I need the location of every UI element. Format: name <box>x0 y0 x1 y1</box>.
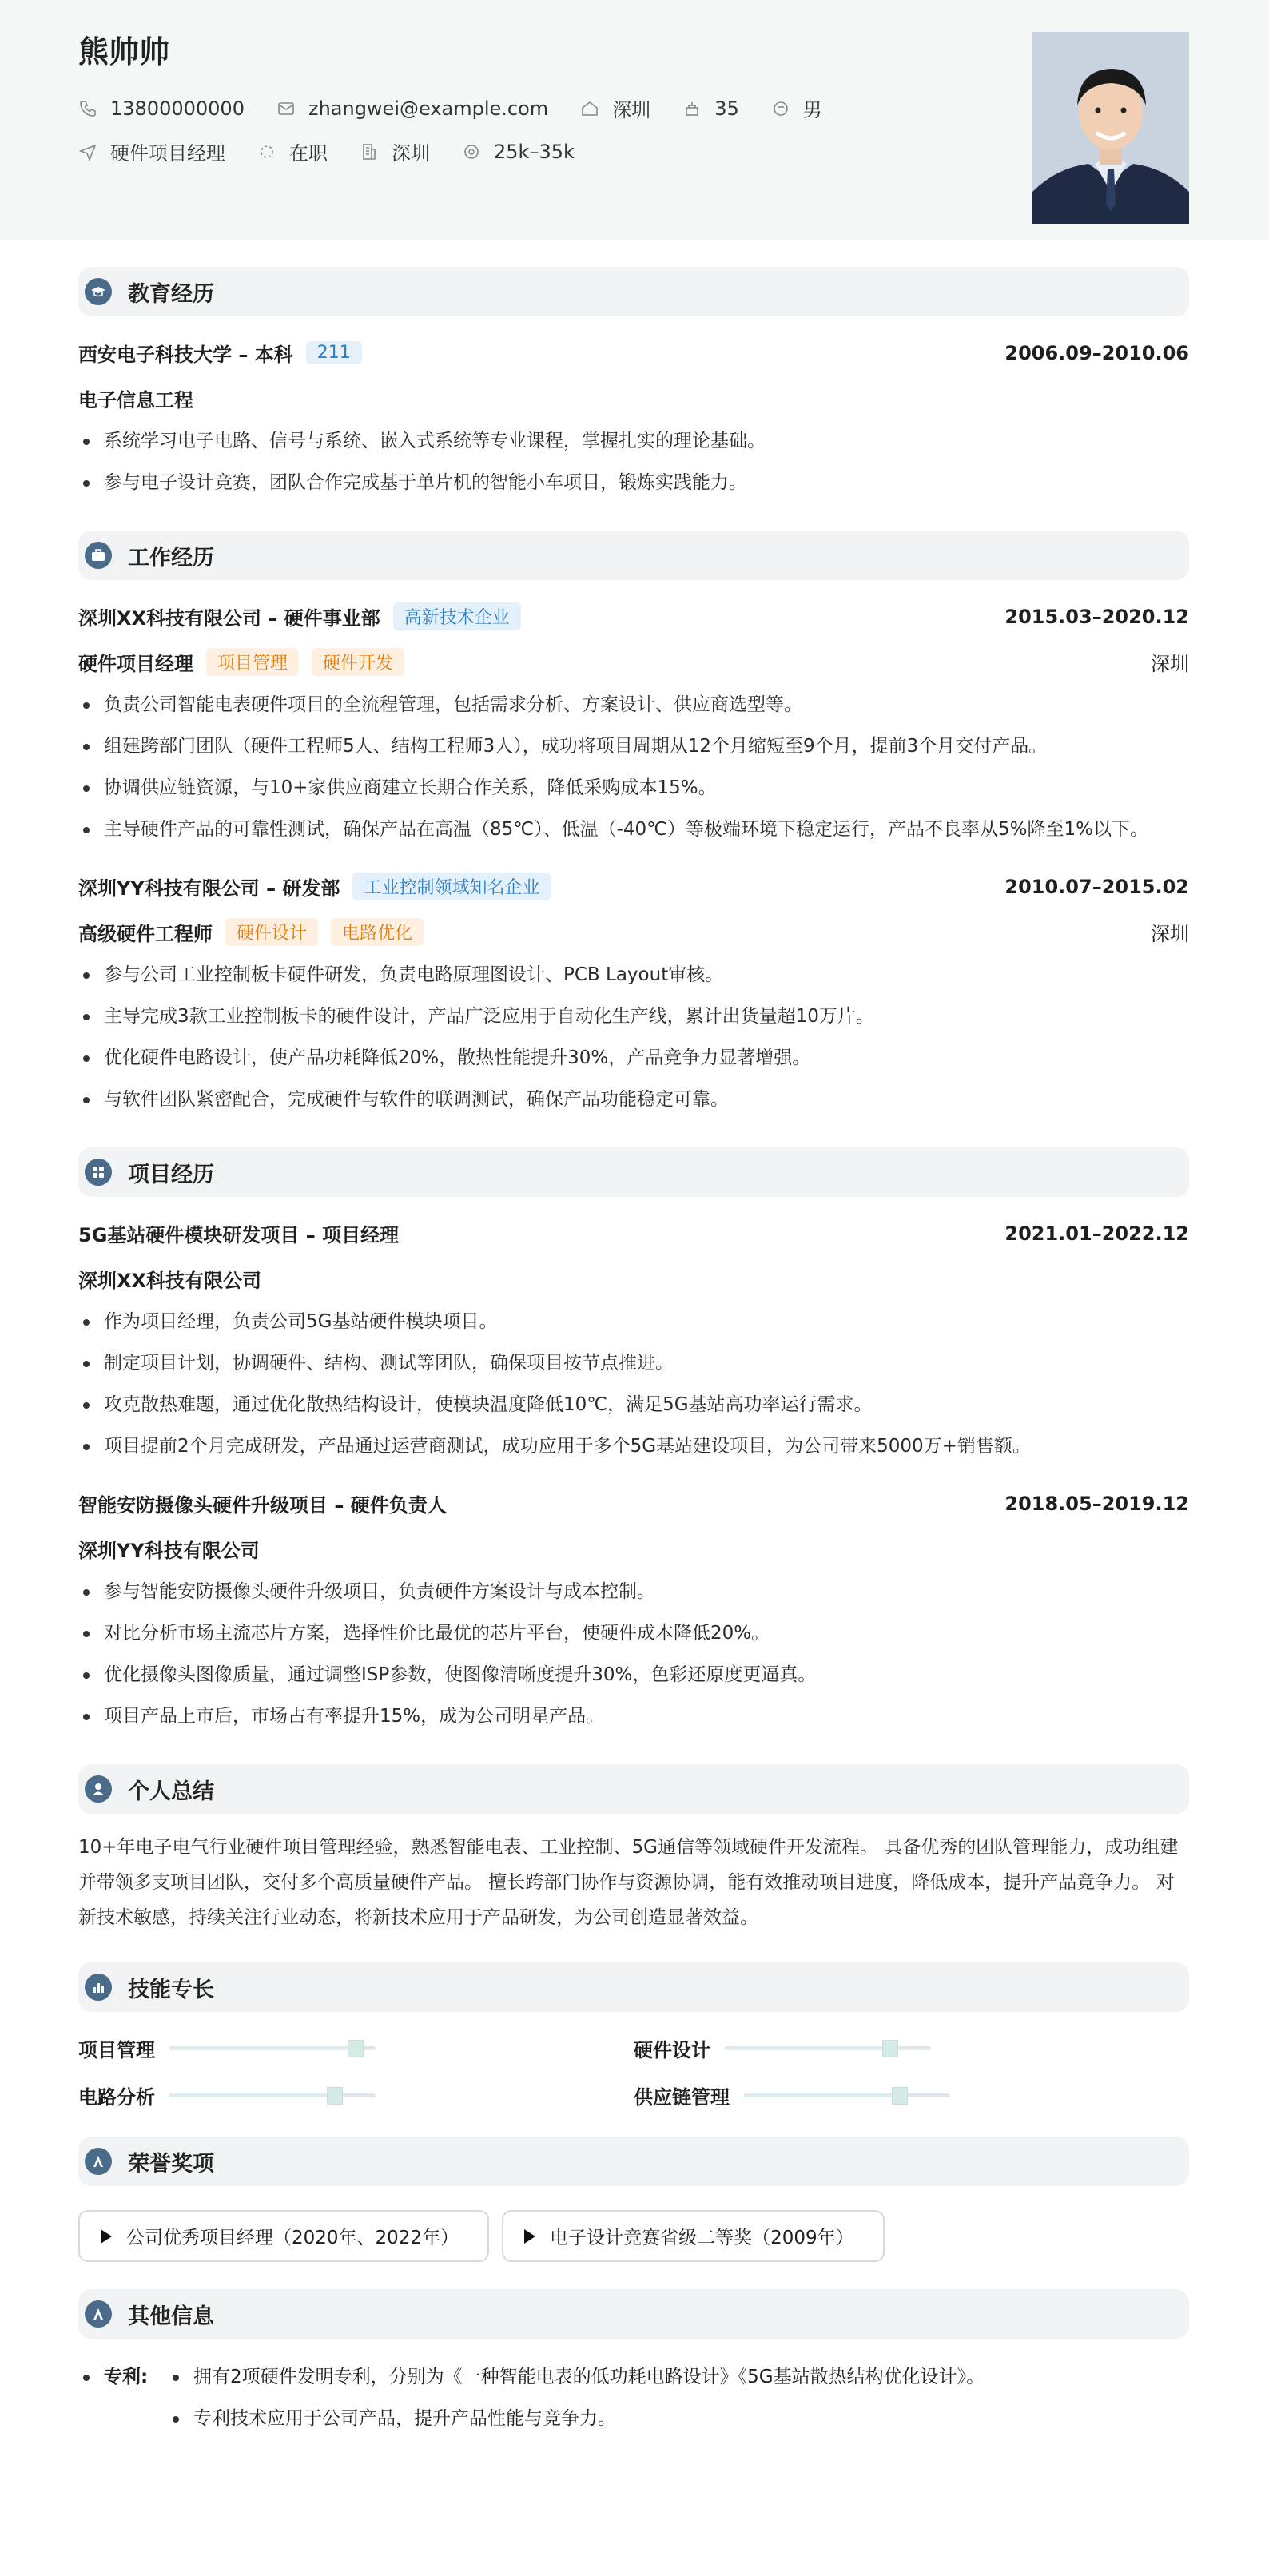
list-item: 负责公司智能电表硬件项目的全流程管理，包括需求分析、方案设计、供应商选型等。 <box>78 684 1189 725</box>
candidate-name: 熊帅帅 <box>78 34 170 70</box>
list-item: 组建跨部门团队（硬件工程师5人、结构工程师3人），成功将项目周期从12个月缩短至9个月，提前3个月交付产品。 <box>78 725 1189 767</box>
major-row <box>78 384 1189 412</box>
list-item: 项目提前2个月完成研发，产品通过运营商测试，成功应用于多个5G基站建设项目，为公司带来5000万+销售额。 <box>78 1425 1189 1467</box>
grid-icon <box>85 1159 112 1186</box>
medal-icon <box>85 2148 112 2175</box>
project-company-row <box>78 1535 1189 1563</box>
skill-item <box>634 2034 1189 2062</box>
section-summary <box>78 1764 1189 1814</box>
project-company-row <box>78 1265 1189 1293</box>
bar-chart-icon <box>85 1974 112 2001</box>
other-info <box>78 2356 1189 2439</box>
skill-bar-knob <box>892 2087 908 2105</box>
work-period: 2015.03–2020.12 <box>1004 605 1189 628</box>
list-item: 攻克散热难题，通过优化散热结构设计，使模块温度降低10℃，满足5G基站高功率运行需求。 <box>78 1384 1189 1425</box>
skill-bar-knob <box>348 2040 364 2057</box>
patent-row <box>78 2356 1189 2398</box>
award-text: 电子设计竞赛省级二等奖（2009年） <box>550 2228 854 2248</box>
location-text: 深圳 <box>612 99 651 121</box>
send-icon <box>78 142 97 161</box>
list-item: 主导完成3款工业控制板卡的硬件设计，产品广泛应用于自动化生产线，累计出货量超10万片。 <box>78 996 1189 1037</box>
section-projects <box>78 1147 1189 1197</box>
list-item: 作为项目经理，负责公司5G基站硬件模块项目。 <box>78 1301 1189 1342</box>
status-item <box>257 137 328 165</box>
role-row <box>78 648 1189 676</box>
skill-bar-knob <box>882 2040 898 2057</box>
list-item: 与软件团队紧密配合，完成硬件与软件的联调测试，确保产品功能稳定可靠。 <box>78 1079 1189 1120</box>
work-bullets <box>78 954 1189 1120</box>
section-title: 技能专长 <box>128 1977 214 2002</box>
city-item <box>360 137 430 165</box>
work-entry <box>78 602 1189 630</box>
skill-bar-knob <box>327 2087 343 2105</box>
award-item[interactable] <box>78 2210 489 2262</box>
school-name: 西安电子科技大学 – 本科 <box>78 344 293 366</box>
section-title: 项目经历 <box>128 1162 214 1187</box>
summary-text: 10+年电子电气行业硬件项目管理经验，熟悉智能电表、工业控制、5G通信等领域硬件开发流程。 具备优秀的团队管理能力，成功组建并带领多支项目团队，交付多个高质量硬件产品。 擅长跨部门协作与资源协调，能有效推动项目进度，降低成本，提升产品竞争力。 对新技术敏感，持续关注行业动态，将新技术应用于产品研发，为公司创造显著效益。 <box>78 1837 1179 1928</box>
email-text: zhangwei@example.com <box>308 97 549 120</box>
major-name: 电子信息工程 <box>78 389 193 411</box>
awards-list <box>78 2210 1189 2262</box>
project-period: 2018.05–2019.12 <box>1004 1492 1189 1515</box>
phone-icon <box>78 99 97 118</box>
project-entry <box>78 1219 1189 1247</box>
loading-icon <box>257 142 276 161</box>
list-item: 制定项目计划，协调硬件、结构、测试等团队，确保项目按节点推进。 <box>78 1342 1189 1384</box>
salary-text: 25k–35k <box>494 140 575 163</box>
age-item <box>682 97 739 120</box>
company-tag: 工业控制领域知名企业 <box>352 873 551 900</box>
section-title: 荣誉奖项 <box>128 2151 214 2176</box>
patent-subrow <box>168 2398 1189 2439</box>
job-title-item <box>78 137 225 165</box>
section-title: 其他信息 <box>128 2304 214 2329</box>
skill-item <box>634 2081 1189 2109</box>
role-tag: 硬件设计 <box>225 918 318 946</box>
city-text: 深圳 <box>392 142 430 165</box>
skill-bar-fill <box>725 2046 889 2050</box>
list-item: 参与智能安防摄像头硬件升级项目，负责硬件方案设计与成本控制。 <box>78 1571 1189 1612</box>
award-item[interactable] <box>502 2210 885 2262</box>
list-item: 优化硬件电路设计，使产品功耗降低20%，散热性能提升30%，产品竞争力显著增强。 <box>78 1037 1189 1079</box>
role-tag: 硬件开发 <box>312 648 404 676</box>
briefcase-icon <box>85 542 112 569</box>
gender-icon <box>771 99 790 118</box>
list-item: 协调供应链资源，与10+家供应商建立长期合作关系，降低采购成本15%。 <box>78 767 1189 809</box>
caret-right-icon <box>101 2229 112 2244</box>
role-tag: 电路优化 <box>331 918 424 946</box>
education-period: 2006.09–2010.06 <box>1004 341 1189 364</box>
work-city: 深圳 <box>1151 923 1189 945</box>
skill-bar-fill <box>744 2093 899 2097</box>
gender-item <box>771 94 822 122</box>
user-icon <box>85 1775 112 1803</box>
status-text: 在职 <box>289 142 328 165</box>
graduation-cap-icon <box>85 278 112 305</box>
skill-item <box>78 2081 634 2109</box>
list-item: 主导硬件产品的可靠性测试，确保产品在高温（85℃）、低温（-40℃）等极端环境下稳定运行，产品不良率从5%降至1%以下。 <box>78 809 1189 850</box>
cake-icon <box>682 99 702 118</box>
list-item: 参与电子设计竞赛，团队合作完成基于单片机的智能小车项目，锻炼实践能力。 <box>78 462 1189 503</box>
gender-text: 男 <box>802 99 822 121</box>
skill-bar-fill <box>169 2046 355 2050</box>
section-education <box>78 267 1189 316</box>
skill-name: 电路分析 <box>78 2086 155 2109</box>
patent-text: 专利技术应用于公司产品，提升产品性能与竞争力。 <box>168 2398 616 2439</box>
caret-right-icon <box>524 2229 535 2244</box>
project-company: 深圳YY科技有限公司 <box>78 1540 260 1562</box>
skill-name: 供应链管理 <box>634 2086 730 2109</box>
role-tag: 项目管理 <box>206 648 299 676</box>
home-icon <box>580 99 599 118</box>
project-title: 5G基站硬件模块研发项目 – 项目经理 <box>78 1224 400 1246</box>
contact-row <box>78 94 854 122</box>
education-entry <box>78 339 1189 367</box>
skill-name: 硬件设计 <box>634 2039 710 2061</box>
list-item: 优化摄像头图像质量，通过调整ISP参数，使图像清晰度提升30%，色彩还原度更逼真。 <box>78 1654 1189 1695</box>
patent-label: 专利: <box>78 2356 168 2398</box>
work-period: 2010.07–2015.02 <box>1004 875 1189 898</box>
phone-text: 13800000000 <box>110 97 245 120</box>
role-name: 硬件项目经理 <box>78 653 193 675</box>
role-row <box>78 918 1189 946</box>
company-tag: 高新技术企业 <box>393 602 521 630</box>
mail-icon <box>276 99 296 118</box>
building-icon <box>360 142 379 161</box>
skill-bar <box>169 2046 376 2050</box>
list-item: 项目产品上市后，市场占有率提升15%，成为公司明星产品。 <box>78 1695 1189 1737</box>
work-entry <box>78 873 1189 900</box>
education-bullets <box>78 420 1189 503</box>
school-tag: 211 <box>306 341 362 364</box>
skills-grid <box>78 2034 1189 2109</box>
patent-text: 拥有2项硬件发明专利，分别为《一种智能电表的低功耗电路设计》《5G基站散热结构优化设计》。 <box>168 2356 985 2398</box>
list-item: 参与公司工业控制板卡硬件研发，负责电路原理图设计、PCB Layout审核。 <box>78 954 1189 996</box>
company-name: 深圳XX科技有限公司 – 硬件事业部 <box>78 607 380 630</box>
section-title: 教育经历 <box>128 281 214 307</box>
skill-bar <box>169 2093 376 2097</box>
skill-bar-fill <box>169 2093 334 2097</box>
job-row <box>78 137 607 165</box>
email-item <box>276 97 548 120</box>
salary-item <box>462 141 575 163</box>
resume-header <box>0 0 1269 240</box>
company-name: 深圳YY科技有限公司 – 研发部 <box>78 877 340 900</box>
list-item: 对比分析市场主流芯片方案，选择性价比最优的芯片平台，使硬件成本降低20%。 <box>78 1612 1189 1654</box>
location-item <box>580 94 650 122</box>
work-city: 深圳 <box>1151 653 1189 675</box>
skill-bar <box>725 2046 931 2050</box>
skill-bar <box>744 2093 950 2097</box>
project-company: 深圳XX科技有限公司 <box>78 1270 262 1292</box>
list-item: 系统学习电子电路、信号与系统、嵌入式系统等专业课程，掌握扎实的理论基础。 <box>78 420 1189 462</box>
avatar <box>1032 32 1189 224</box>
work-bullets <box>78 684 1189 850</box>
award-text: 公司优秀项目经理（2020年、2022年） <box>126 2228 459 2248</box>
section-other <box>78 2289 1189 2339</box>
skill-item <box>78 2034 634 2062</box>
section-skills <box>78 1962 1189 2012</box>
project-period: 2021.01–2022.12 <box>1004 1222 1189 1245</box>
phone-item <box>78 97 245 120</box>
project-bullets <box>78 1301 1189 1467</box>
job-title-text: 硬件项目经理 <box>110 142 225 165</box>
medal-icon <box>85 2300 112 2328</box>
section-work <box>78 531 1189 580</box>
skill-name: 项目管理 <box>78 2039 155 2061</box>
role-name: 高级硬件工程师 <box>78 923 213 945</box>
section-title: 个人总结 <box>128 1779 214 1804</box>
project-title: 智能安防摄像头硬件升级项目 – 硬件负责人 <box>78 1494 447 1517</box>
project-bullets <box>78 1571 1189 1737</box>
resume-body <box>0 267 1269 2439</box>
age-text: 35 <box>714 97 739 120</box>
section-title: 工作经历 <box>128 545 214 570</box>
section-awards <box>78 2137 1189 2186</box>
project-entry <box>78 1489 1189 1517</box>
coin-icon <box>462 142 481 161</box>
